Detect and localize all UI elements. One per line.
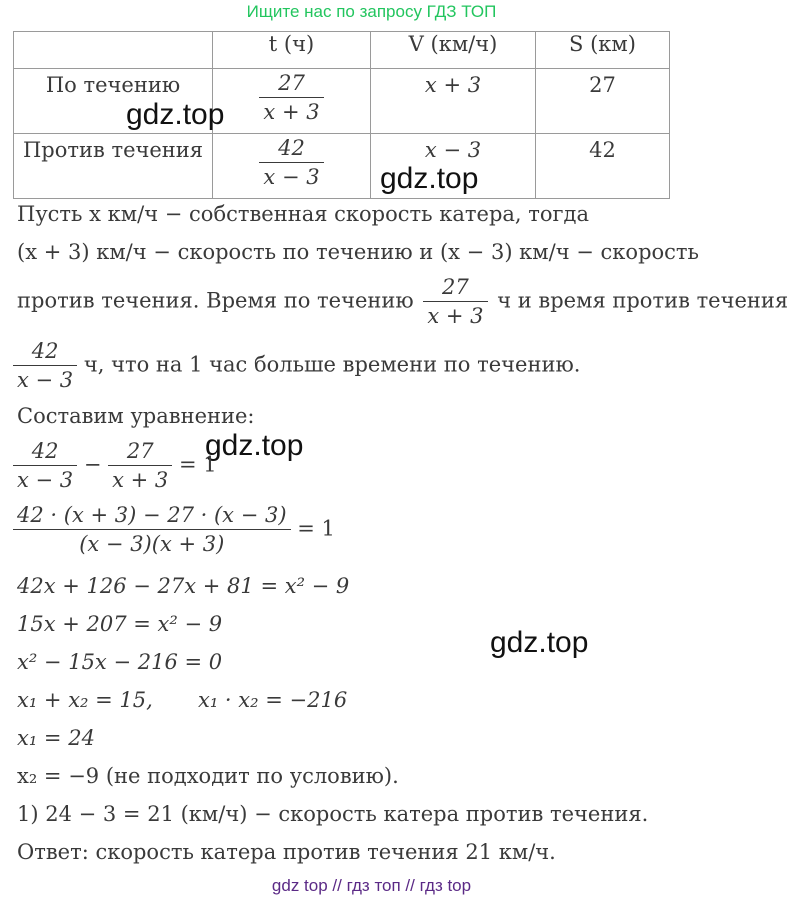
fraction: $\frac{27}{x + 3}$ — [108, 438, 172, 494]
table-header-row — [14, 32, 670, 69]
table-row — [14, 69, 670, 134]
distance-upstream: 42 — [536, 134, 670, 199]
equation-2 — [13, 502, 335, 558]
watermark: gdz.top — [126, 98, 225, 131]
time-downstream: $\frac{27}{x + 3}$ — [213, 69, 371, 134]
watermark: gdz.top — [205, 429, 304, 462]
root-1: x₁ = 24 — [17, 726, 95, 750]
fraction: $\frac{42}{x - 3}$ — [13, 438, 77, 494]
table-row — [14, 134, 670, 199]
text-segment: ч и время против течения — [497, 288, 788, 313]
equation-rhs: = 1 — [297, 516, 335, 541]
row-label-upstream: Против течения — [14, 134, 213, 199]
speed-upstream: x − 3 — [371, 134, 536, 199]
search-hint-link[interactable]: Ищите нас по запросу ГДЗ ТОП — [246, 2, 497, 21]
solution-step-1: 1) 24 − 3 = 21 (км/ч) − скорость катера против течения. — [17, 802, 649, 826]
fraction-time-downstream: $\frac{27}{x + 3}$ — [423, 274, 487, 330]
table-header-time: t (ч) — [213, 32, 371, 69]
solution-line-1: Пусть x км/ч − собственная скорость катера, тогда — [17, 202, 589, 226]
minus-sign: − — [83, 452, 102, 477]
table-header-empty — [14, 32, 213, 69]
time-upstream: $\frac{42}{x - 3}$ — [213, 134, 371, 199]
fraction-time-upstream: $\frac{42}{x - 3}$ — [13, 338, 77, 394]
root-2: x₂ = −9 (не подходит по условию). — [17, 764, 399, 788]
solution-line-2: (x + 3) км/ч − скорость по течению и (x − 3) км/ч − скорость — [17, 240, 699, 264]
vieta-sum: x₁ + x₂ = 15, — [17, 688, 153, 712]
equation-3: 42x + 126 − 27x + 81 = x² − 9 — [17, 574, 350, 598]
answer: Ответ: скорость катера против течения 21 км/ч. — [17, 840, 556, 864]
equation-5: x² − 15x − 216 = 0 — [17, 650, 223, 674]
equation-1 — [13, 438, 217, 494]
data-table — [13, 31, 670, 199]
solution-line-4 — [13, 338, 580, 394]
text-segment: ч, что на 1 час больше времени по течению. — [83, 352, 581, 377]
solution-line-3 — [17, 274, 788, 330]
text-segment: против течения. Время по течению — [17, 288, 414, 313]
vieta-product: x₁ · x₂ = −216 — [198, 688, 348, 712]
speed-downstream: x + 3 — [371, 69, 536, 134]
footer-links[interactable]: gdz top // гдз топ // гдз top — [271, 876, 472, 895]
watermark: gdz.top — [380, 162, 479, 195]
equation-rhs: = 1 — [178, 452, 217, 477]
table-header-speed: V (км/ч) — [371, 32, 536, 69]
distance-downstream: 27 — [536, 69, 670, 134]
solution-line-5: Составим уравнение: — [17, 404, 255, 428]
equation-4: 15x + 207 = x² − 9 — [17, 612, 223, 636]
table-header-distance: S (км) — [536, 32, 670, 69]
watermark: gdz.top — [490, 626, 589, 659]
row-label-downstream: По течению — [14, 69, 213, 134]
fraction: $\frac{42 \cdot (x + 3) - 27 \cdot (x - 3)}{(x - 3)(x + 3)}$ — [13, 502, 291, 558]
